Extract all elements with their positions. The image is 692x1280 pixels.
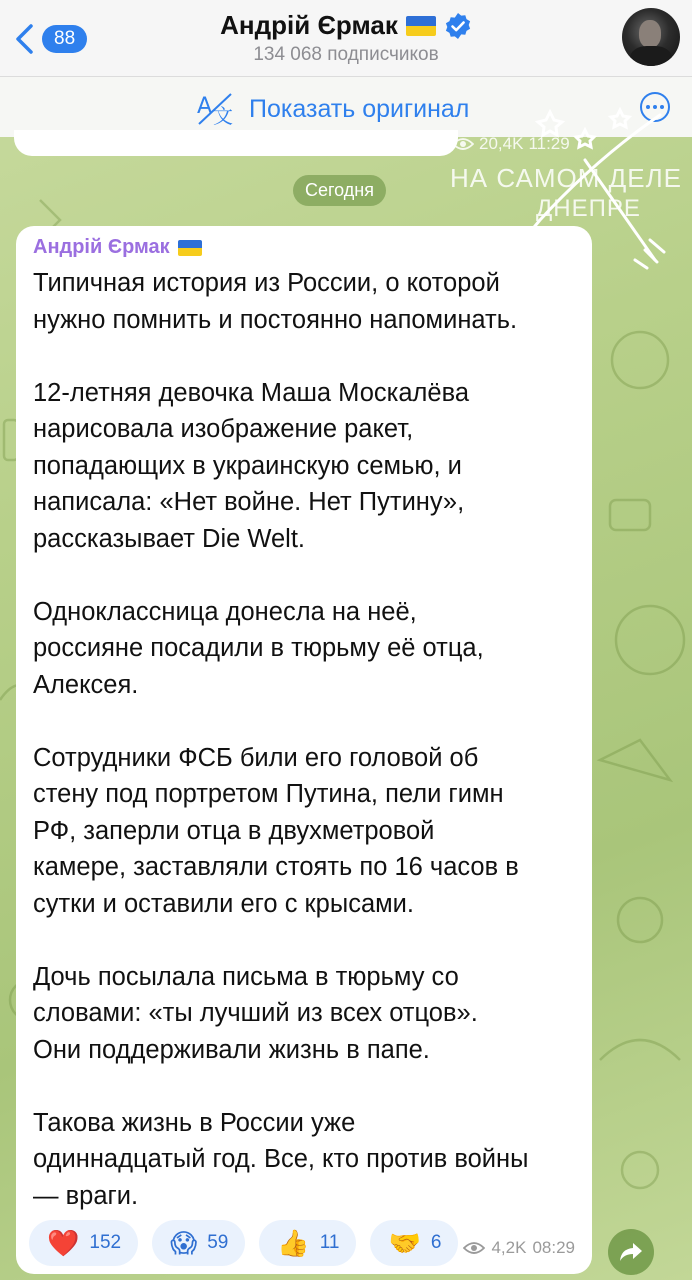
chat-header	[0, 0, 692, 77]
show-original-label: Показать оригинал	[249, 94, 470, 123]
verified-badge-icon	[444, 12, 472, 40]
channel-title: Андрій Єрмак	[220, 10, 398, 40]
message-line: РФ, заперли отца в двухметровой	[33, 816, 435, 845]
message-line: сутки и оставили его с крысами.	[33, 889, 414, 918]
message-line: попадающих в украинскую семью, и	[33, 451, 462, 480]
message-line: россияне посадили в тюрьму её отца,	[33, 634, 484, 662]
message-line: словами: «ты лучший из всех отцов».	[33, 999, 478, 1027]
message-line: Дочь посылала письма в тюрьму со	[33, 962, 459, 991]
paragraph-gap	[33, 338, 581, 375]
message-line: Алексея.	[33, 670, 139, 699]
message-line: стену под портретом Путина, пели гимн	[33, 780, 504, 808]
translate-icon	[195, 91, 235, 127]
watermark-line-1: НА САМОМ ДЕЛЕ	[450, 163, 683, 193]
reaction-count: 11	[319, 1232, 340, 1253]
message-bubble[interactable]	[16, 226, 592, 1274]
thumbs-up-icon: 👍	[277, 1228, 310, 1258]
paragraph-gap	[33, 557, 581, 594]
channel-title-area[interactable]	[0, 10, 692, 66]
reactions-row	[29, 1220, 458, 1266]
channel-avatar[interactable]	[622, 8, 680, 66]
reaction-count: 59	[207, 1232, 229, 1253]
message-line: нарисовала изображение ракет,	[33, 415, 414, 443]
share-button[interactable]	[608, 1229, 654, 1275]
previous-message-bubble[interactable]	[14, 130, 458, 156]
ukraine-flag-icon	[406, 16, 436, 36]
reaction-button[interactable]	[259, 1220, 356, 1266]
message-line: рассказывает Die Welt.	[33, 524, 306, 553]
sender-name[interactable]	[33, 236, 202, 259]
unread-count-badge: 88	[42, 25, 87, 53]
message-line: Сотрудники ФСБ били его головой об	[33, 743, 479, 772]
message-meta	[463, 1238, 575, 1258]
watermark-line-2: ДНЕПРЕ	[536, 195, 641, 222]
view-count: 4,2K	[491, 1238, 527, 1257]
show-original-button[interactable]	[195, 91, 469, 127]
previous-views: 20,4K	[479, 134, 524, 153]
message-line: Такова жизнь в России уже	[33, 1108, 356, 1137]
message-text	[33, 265, 581, 1214]
message-line: Они поддерживали жизнь в папе.	[33, 1035, 430, 1064]
svg-text:文: 文	[213, 104, 233, 127]
message-line: Типичная история из России, о которой	[33, 269, 500, 297]
reaction-button[interactable]	[370, 1220, 458, 1266]
message-line: одиннадцатый год. Все, кто против войны	[33, 1145, 529, 1173]
sender-name-text: Андрій Єрмак	[33, 236, 170, 258]
date-separator: Сегодня	[293, 175, 386, 206]
eye-icon	[463, 1241, 485, 1255]
message-line: — враги.	[33, 1181, 139, 1210]
message-line: нужно помнить и постоянно напоминать.	[33, 305, 518, 334]
reaction-button[interactable]	[29, 1220, 138, 1266]
ukraine-flag-icon	[178, 240, 202, 256]
reaction-count: 152	[89, 1232, 122, 1253]
message-line: Одноклассница донесла на неё,	[33, 597, 417, 626]
message-line: камере, заставляли стоять по 16 часов в	[33, 853, 519, 881]
paragraph-gap	[33, 1068, 581, 1105]
message-line: 12-летняя девочка Маша Москалёва	[33, 378, 470, 407]
previous-time: 11:29	[528, 134, 570, 153]
message-line: написала: «Нет войне. Нет Путину»,	[33, 488, 465, 516]
screaming-face-icon: 😱	[170, 1228, 198, 1258]
message-time: 08:29	[532, 1238, 575, 1257]
svg-text:A: A	[197, 94, 213, 119]
subscriber-count: 134 068 подписчиков	[253, 44, 439, 65]
paragraph-gap	[33, 703, 581, 740]
reaction-button[interactable]	[152, 1220, 245, 1266]
handshake-icon: 🤝	[388, 1228, 421, 1258]
share-arrow-icon	[619, 1241, 643, 1263]
reaction-count: 6	[430, 1232, 442, 1253]
paragraph-gap	[33, 922, 581, 959]
red-heart-icon: ❤️	[47, 1228, 80, 1258]
